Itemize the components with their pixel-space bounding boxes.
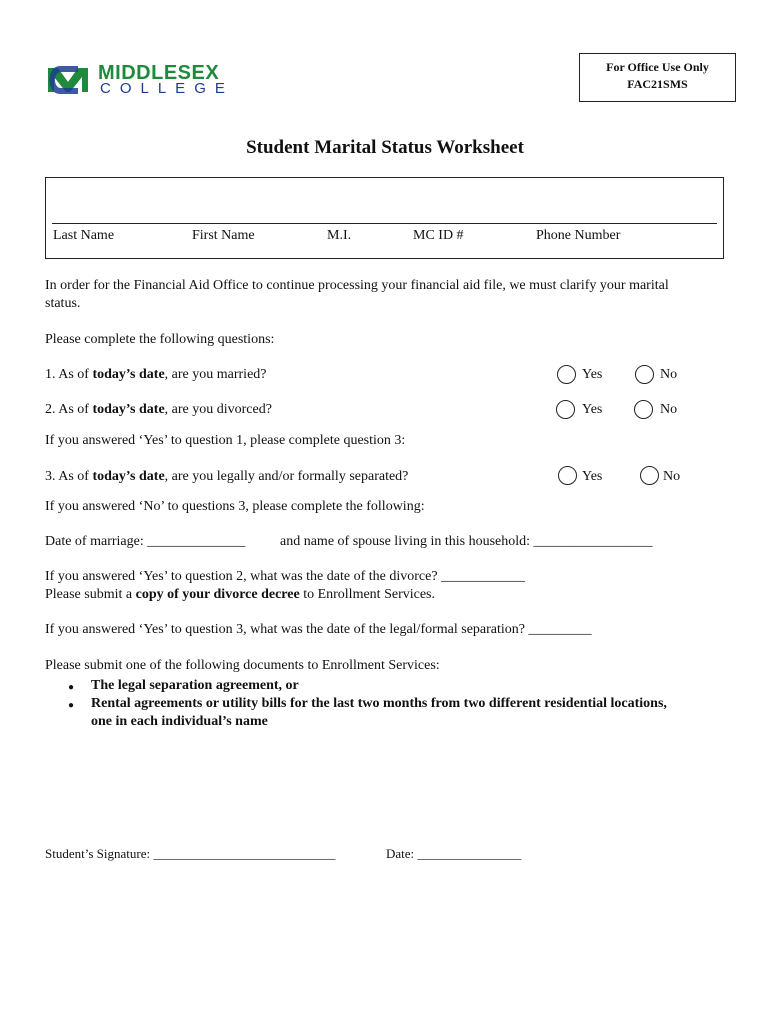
page-title: Student Marital Status Worksheet (246, 137, 524, 158)
spouse-name-field[interactable]: and name of spouse living in this household: _________________ (280, 534, 653, 549)
phone-label: Phone Number (536, 228, 621, 243)
mi-label: M.I. (327, 228, 352, 243)
q2-yes-radio[interactable] (556, 400, 575, 419)
q3-no-label: No (663, 469, 681, 484)
instructions: Please complete the following questions: (45, 332, 275, 347)
mc-id-label: MC ID # (413, 228, 464, 243)
q3-yes-label: Yes (582, 469, 603, 484)
separation-date-field[interactable]: If you answered ‘Yes’ to question 3, what was the date of the legal/formal separation? _________ (45, 622, 592, 637)
signature-date-field[interactable]: Date: ________________ (386, 846, 522, 861)
divorce-submit-note: Please submit a copy of your divorce decree to Enrollment Services. (45, 587, 435, 602)
doc-item-1: The legal separation agreement, or (91, 678, 299, 693)
intro-line-2: status. (45, 296, 81, 311)
divorce-date-field[interactable]: If you answered ‘Yes’ to question 2, what was the date of the divorce? ____________ (45, 569, 526, 584)
q2-yes-label: Yes (582, 402, 603, 417)
question-1: 1. As of today’s date, are you married? (45, 367, 267, 382)
q1-yes-radio[interactable] (557, 365, 576, 384)
student-info-box (45, 177, 724, 259)
q2-no-radio[interactable] (634, 400, 653, 419)
office-use-label: For Office Use Only (606, 60, 709, 74)
q1-yes-label: Yes (582, 367, 603, 382)
student-info-line[interactable] (52, 223, 717, 224)
q3-no-radio[interactable] (640, 466, 659, 485)
question-2: 2. As of today’s date, are you divorced? (45, 402, 272, 417)
if-no-q3-note: If you answered ‘No’ to questions 3, please complete the following: (45, 499, 425, 514)
date-of-marriage-field[interactable]: Date of marriage: ______________ (45, 534, 246, 549)
doc-item-2-cont: one in each individual’s name (91, 714, 268, 729)
logo-text-bottom: COLLEGE (100, 80, 234, 97)
submit-docs-note: Please submit one of the following documents to Enrollment Services: (45, 658, 440, 673)
q1-no-radio[interactable] (635, 365, 654, 384)
bullet-icon: ● (68, 700, 75, 711)
q1-no-label: No (660, 367, 678, 382)
q2-no-label: No (660, 402, 678, 417)
office-use-box (579, 53, 736, 102)
signature-field[interactable]: Student’s Signature: ____________________________ (45, 846, 336, 861)
first-name-label: First Name (192, 228, 255, 243)
bullet-icon: ● (68, 682, 75, 693)
college-logo-icon (44, 62, 92, 98)
doc-item-2: Rental agreements or utility bills for the last two months from two different residential locations, (91, 696, 667, 711)
question-3: 3. As of today’s date, are you legally and/or formally separated? (45, 469, 409, 484)
form-code: FAC21SMS (627, 77, 688, 91)
logo-text-top: MIDDLESEX (98, 62, 220, 84)
q3-yes-radio[interactable] (558, 466, 577, 485)
intro-line-1: In order for the Financial Aid Office to continue processing your financial aid file, we must clarify your marital (45, 278, 669, 293)
if-yes-q1-note: If you answered ‘Yes’ to question 1, please complete question 3: (45, 433, 406, 448)
last-name-label: Last Name (53, 228, 115, 243)
